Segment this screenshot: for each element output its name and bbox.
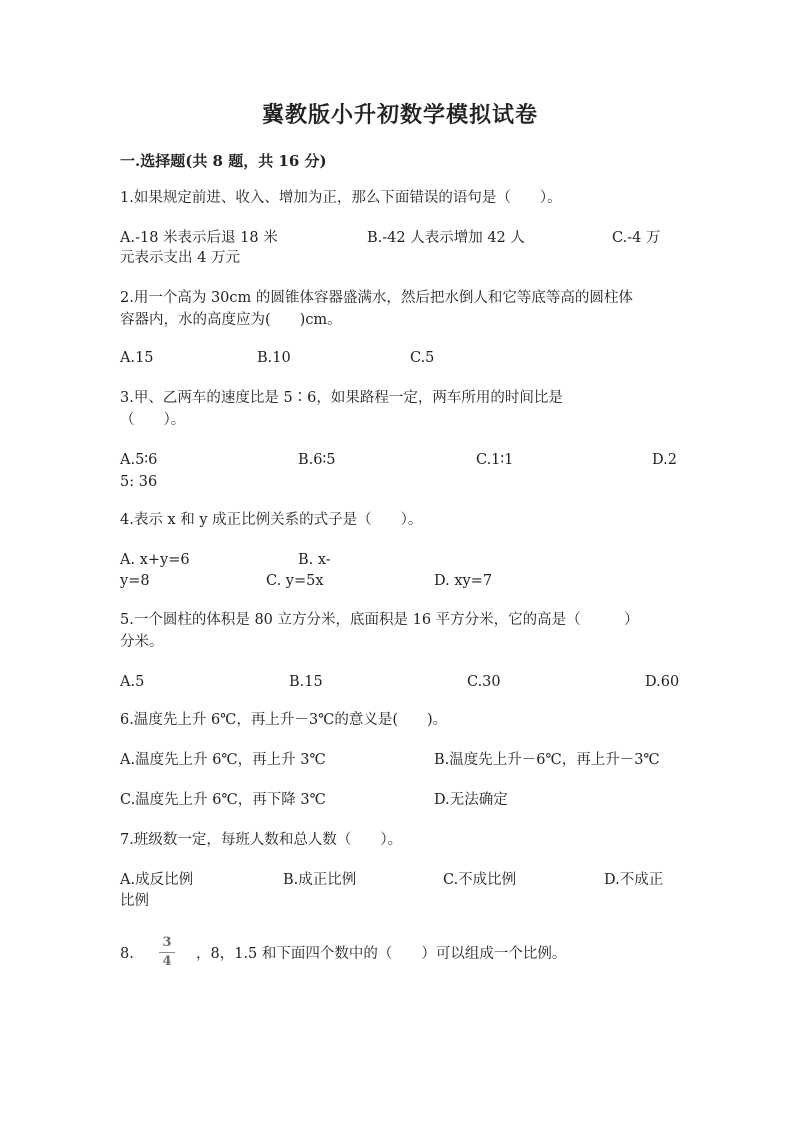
- section-heading: 一.选择题(共 8 题，共 16 分): [120, 152, 327, 170]
- question-4-option-b: B. x-: [298, 552, 331, 568]
- question-7-option-c: C.不成比例: [443, 872, 517, 888]
- question-5-option-b: B.15: [289, 674, 323, 690]
- question-6-option-b: B.温度先上升－6℃，再上升－3℃: [434, 752, 660, 768]
- question-8-stem: ，8，1.5 和下面四个数中的（ ）可以组成一个比例。: [196, 946, 567, 962]
- question-2-option-c: C.5: [410, 350, 435, 366]
- question-2-option-b: B.10: [257, 350, 291, 366]
- question-8-number: 8.: [120, 946, 134, 962]
- fraction-three-quarters: [157, 936, 177, 969]
- question-3-option-c: C.1∶1: [476, 452, 514, 468]
- question-7-option-d: D.不成正: [604, 872, 664, 888]
- question-2-option-a: A.15: [120, 350, 154, 366]
- question-7-option-a: A.成反比例: [120, 872, 194, 888]
- question-6-stem: 6.温度先上升 6℃，再上升－3℃的意义是( )。: [120, 712, 448, 728]
- question-1-option-b: B.-42 人表示增加 42 人: [367, 230, 525, 246]
- question-5-option-d: D.60: [645, 674, 680, 690]
- question-1-option-c-cont: 元表示支出 4 万元: [120, 250, 240, 266]
- question-2-stem-cont: 容器内，水的高度应为( )cm。: [120, 312, 342, 328]
- question-4-stem: 4.表示 x 和 y 成正比例关系的式子是（ ）。: [120, 512, 423, 528]
- question-5-option-c: C.30: [467, 674, 501, 690]
- question-3-option-b: B.6∶5: [298, 452, 336, 468]
- question-7-option-d-cont: 比例: [120, 893, 149, 909]
- question-4-option-d: D. xy=7: [434, 573, 493, 589]
- question-3-option-d: D.2: [652, 452, 677, 468]
- question-6-option-d: D.无法确定: [434, 792, 508, 808]
- question-5-option-a: A.5: [120, 674, 145, 690]
- question-1-stem: 1.如果规定前进、收入、增加为正，那么下面错误的语句是（ ）。: [120, 190, 562, 206]
- question-3-stem-cont: （ ）。: [120, 412, 186, 428]
- fraction-bar: [159, 952, 175, 953]
- question-5-stem: 5.一个圆柱的体积是 80 立方分米，底面积是 16 平方分米，它的高是（ ）: [120, 612, 639, 628]
- question-4-option-c: C. y=5x: [266, 573, 324, 589]
- fraction-numerator: 3: [162, 935, 172, 950]
- question-3-option-a: A.5∶6: [120, 452, 158, 468]
- question-1-option-a: A.-18 米表示后退 18 米: [120, 230, 278, 246]
- question-6-option-a: A.温度先上升 6℃，再上升 3℃: [120, 752, 326, 768]
- question-3-option-d-cont: 5: 36: [120, 474, 158, 490]
- question-7-stem: 7.班级数一定，每班人数和总人数（ ）。: [120, 832, 403, 848]
- question-7-option-b: B.成正比例: [283, 872, 357, 888]
- question-3-stem: 3.甲、乙两车的速度比是 5∶6，如果路程一定，两车所用的时间比是: [120, 390, 563, 406]
- question-5-stem-cont: 分米。: [120, 634, 164, 650]
- question-4-option-a: A. x+y=6: [120, 552, 190, 568]
- question-2-stem: 2.用一个高为 30cm 的圆锥体容器盛满水，然后把水倒人和它等底等高的圆柱体: [120, 290, 633, 306]
- question-1-option-c: C.-4 万: [612, 230, 661, 246]
- question-6-option-c: C.温度先上升 6℃，再下降 3℃: [120, 792, 326, 808]
- page-title: 冀教版小升初数学模拟试卷: [261, 102, 538, 128]
- question-4-option-b-cont: y=8: [120, 573, 150, 589]
- fraction-denominator: 4: [162, 954, 172, 969]
